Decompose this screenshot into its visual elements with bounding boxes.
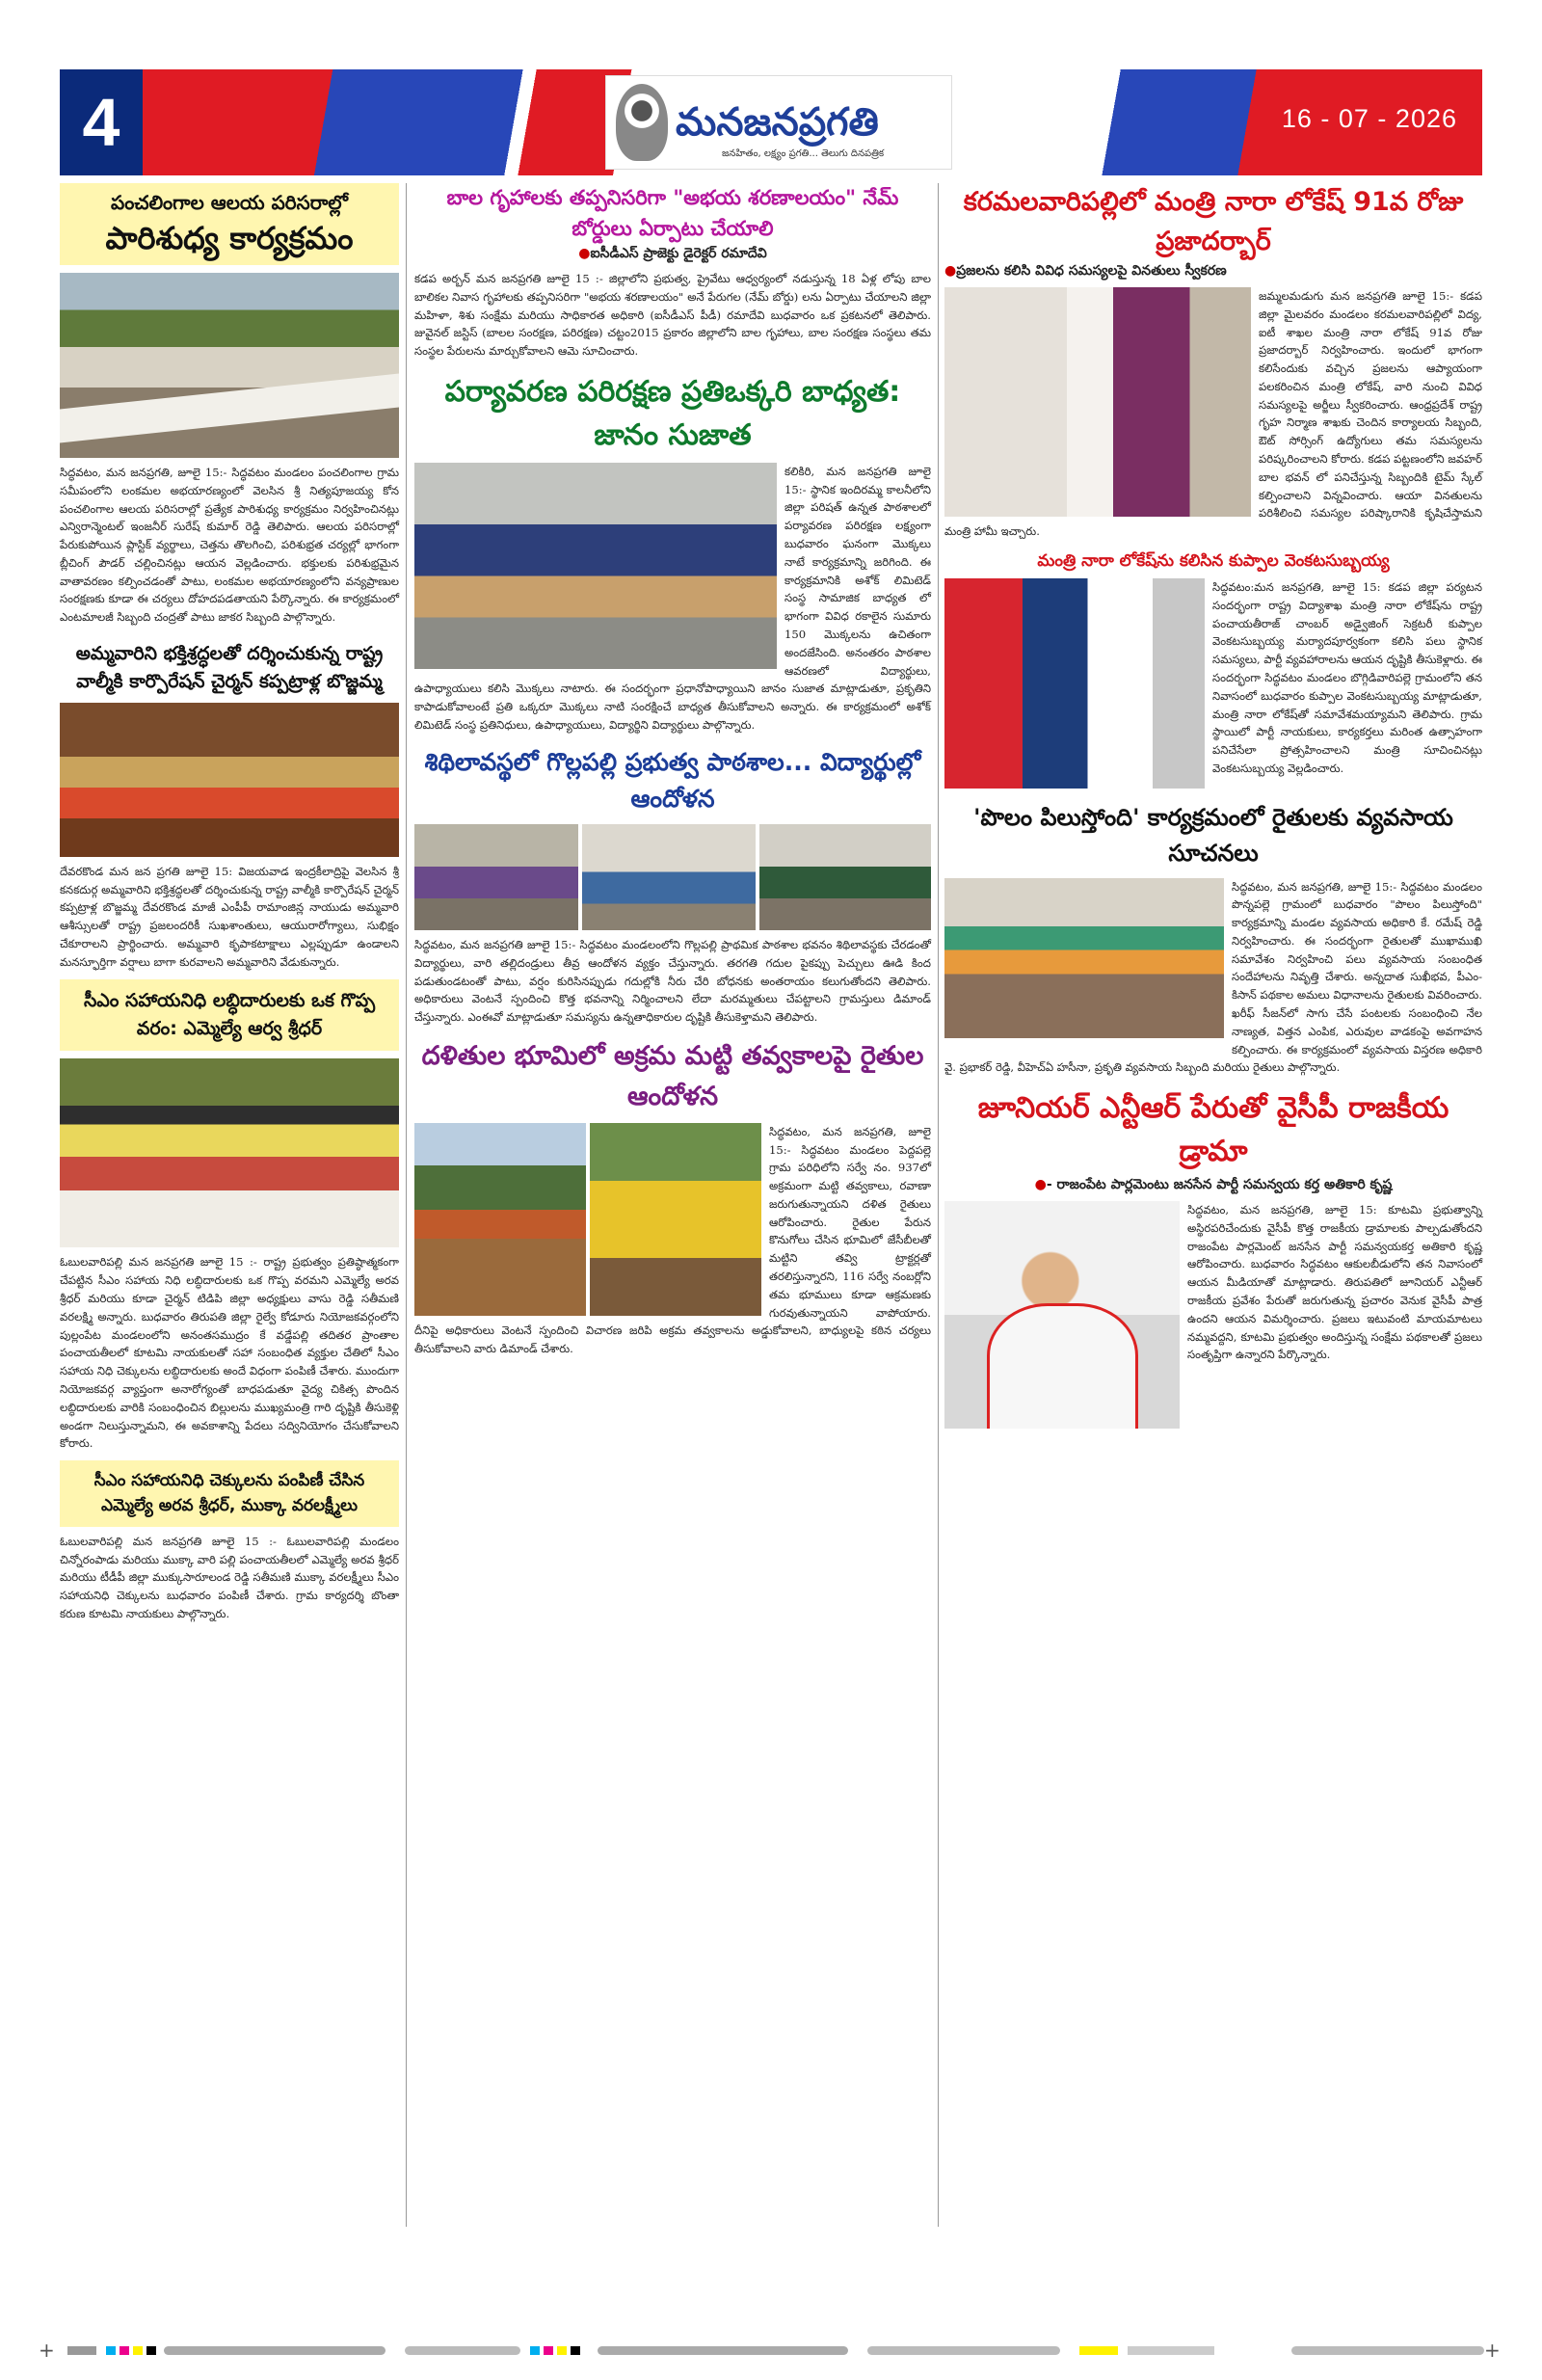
yellow-patch xyxy=(557,2346,567,2355)
article-soil-mining xyxy=(414,1036,931,1358)
article-headline[interactable]: పారిశుధ్య కార్యక్రమం xyxy=(105,220,354,256)
logo-tagline: జనహితం, లక్ష్యం ప్రగతి... తెలుగు దినపత్రిక xyxy=(722,148,885,159)
print-registration-strip xyxy=(39,2340,1503,2360)
cyan-patch xyxy=(530,2346,540,2355)
gray-bar xyxy=(1291,2346,1484,2355)
magenta-patch xyxy=(120,2346,129,2355)
masthead xyxy=(60,69,1482,175)
article-headline-box xyxy=(60,979,399,1052)
article-sanitation xyxy=(60,183,399,627)
left-column xyxy=(60,183,399,1631)
article-body: కడప అర్బన్ మన జనప్రగతి జూలై 15 :- జిల్లాలోని ప్రభుత్వ, ప్రైవేటు ఆధ్వర్యంలో నడుస్తున్న 18 ఏళ్ల లోపు బాల బాలికల నివాస గృహాలకు తప్పనిసరిగా "అభయ శరణాలయం" అనే పేరుగల (నేమ్ బోర్డు) లను ఏర్పాటు చేయాలని జిల్లా మహిళా, శిశు సంక్షేమ మరియు సాధికారత అధికారి (ఐసీడీఎస్ పీడీ) రమాదేవి బుధవారం ఒక ప్రకటనలో తెలిపారు. జువైనల్ జస్టిస్ (బాలల సంరక్షణ, పరిరక్షణ) చట్టం2015 ప్రకారం జిల్లాలోని బాల గృహాలు, బాల సంరక్షణ సంస్థలు తమ సంస్థల పేరులను మార్చుకోవాలని ఆమె సూచించారు. xyxy=(414,272,931,359)
article-headline[interactable]: అమ్మవారిని భక్తిశ్రద్ధలతో దర్శించుకున్న రాష్ట్ర వాల్మీకి కార్పొరేషన్ చైర్మన్ కప్పట్రాళ్ల బొజ్జమ్మ xyxy=(75,643,384,693)
article-headline[interactable]: బాల గృహాలకు తప్పనిసరిగా "అభయ శరణాలయం" నేమ్ బోర్డులు ఏర్పాటు చేయాలి xyxy=(446,186,899,240)
article-headline[interactable]: కరమలవారిపల్లిలో మంత్రి నారా లోకేష్ 91వ రోజు ప్రజాదర్బార్ xyxy=(963,187,1464,256)
photo-pair xyxy=(414,1123,761,1316)
article-photo xyxy=(414,1123,586,1316)
article-headline[interactable]: 'పొలం పిలుస్తోంది' కార్యక్రమంలో రైతులకు వ్యవసాయ సూచనలు xyxy=(973,804,1453,868)
cyan-patch xyxy=(106,2346,116,2355)
article-headline[interactable]: పర్యావరణ పరిరక్షణ ప్రతిఒక్కరి బాధ్యత: జానం సుజాత xyxy=(444,374,901,452)
article-headline-box xyxy=(60,1460,399,1527)
gray-patch xyxy=(67,2346,96,2355)
black-patch xyxy=(571,2346,580,2355)
article-photo xyxy=(60,273,399,458)
article-cmrf-cheques xyxy=(60,1460,399,1623)
article-body: ఓబులవారిపల్లి మన జనప్రగతి జూలై 15 :- ఓబులవారిపల్లి మండలం చిన్నోరంపాడు మరియు ముక్కా వారి పల్లి పంచాయతీలలో ఎమ్మెల్యే అరవ శ్రీధర్ మరియు టీడీపీ జిల్లా ముక్కుసారూలండ రెడ్డి సతీమణి ముక్కా వరలక్ష్మీలు సీఎం సహాయనిధి చెక్కులను బుధవారం పంపిణీ చేశారు. గ్రామ కార్యదర్శి బొంతా కరుణ కూటమి నాయకులు పాల్గొన్నారు. xyxy=(60,1534,399,1620)
article-body: కలికిరి, మన జనప్రగతి జూలై 15:- స్థానిక ఇందిరమ్మ కాలనీలోని జిల్లా పరిషత్ ఉన్నత పాఠశాలలో పర్యావరణ పరిరక్షణ లక్ష్యంగా బుధవారం ఘనంగా మొక్కలు నాటే కార్యక్రమాన్ని జరిగింది. ఈ కార్యక్రమానికి అశోక్ లిమిటెడ్ సంస్థ సామాజిక బాధ్యత లో భాగంగా వివిధ రకాలైన సుమారు 150 మొక్కలను ఉచితంగా అందజేసింది. అనంతరం పాఠశాల ఆవరణలో విద్యార్థులు, ఉపాధ్యాయులు కలిసి మొక్కలు నాటారు. ఈ సందర్భంగా ప్రధానోపాధ్యాయిని జానం సుజాత మాట్లాడుతూ, ప్రకృతిని కాపాడుకోవాలంటే ప్రతి ఒక్కరూ మొక్కలు నాటి సంరక్షించే బాధ్యత తీసుకోవాలని అన్నారు. ఈ కార్యక్రమంలో అశోక్ లిమిటెడ్ సంస్థ ప్రతినిధులు, ఉపాధ్యాయులు, విద్యార్థిని విద్యార్థులు పాల్గొన్నారు. xyxy=(414,464,931,732)
newspaper-logo[interactable] xyxy=(605,75,952,170)
page-number: 4 xyxy=(60,69,143,175)
article-meets-minister xyxy=(944,548,1482,792)
article-headline[interactable]: దళితుల భూమిలో అక్రమ మట్టి తవ్వకాలపై రైతుల ఆందోళన xyxy=(421,1041,924,1111)
issue-date: 16 - 07 - 2026 xyxy=(1281,104,1457,133)
black-patch xyxy=(146,2346,156,2355)
article-body: సిద్ధవటం, మన జనప్రగతి, జూలై 15: కూటమి ప్రభుత్వాన్ని అస్థిరపరిచేందుకు వైసీపీ కొత్త రాజకీయ డ్రామాలకు పాల్పడుతోందని రాజంపేట పార్లమెంట్ జనసేన పార్టీ సమన్వయకర్త అతికారి కృష్ణ ఆరోపించారు. బుధవారం సిద్ధవటం ఆకులబీడులోని తన నివాసంలో ఆయన మీడియాతో మాట్లాడారు. తిరుపతిలో జూనియర్ ఎన్టీఆర్ రాజకీయ ప్రవేశం పేరుతో జరుగుతున్న ప్రచారం వెనుక వైసీపీ పాత్ర ఉందని ఆయన విమర్శించారు. ప్రజలు ఇటువంటి మాయమాటలు నమ్మవద్దని, కూటమి ప్రభుత్వం అందిస్తున్న సంక్షేమ పథకాలతో ప్రజలు సంతృప్తిగా ఉన్నారని పేర్కొన్నారు. xyxy=(1187,1203,1482,1362)
article-photo xyxy=(759,824,931,930)
article-byline: ● - రాజంపేట పార్లమెంటు జనసేన పార్టీ సమన్వయ కర్త అతికారి కృష్ణ xyxy=(944,1177,1482,1195)
magenta-patch xyxy=(544,2346,553,2355)
article-photo xyxy=(944,1201,1180,1429)
column-divider xyxy=(938,183,939,2227)
column-divider xyxy=(406,183,407,2227)
article-headline[interactable]: సీఎం సహాయనిధి చెక్కులను పంపిణీ చేసిన ఎమ్మెల్యే అరవ శ్రీధర్, ముక్కా వరలక్ష్మీలు xyxy=(93,1471,365,1516)
article-headline[interactable]: మంత్రి నారా లోకేష్‌ను కలిసిన కుప్పాల వెంకటసుబ్బయ్య xyxy=(1037,550,1390,571)
article-body: సిద్ధవటం, మన జనప్రగతి జూలై 15:- సిద్ధవటం మండలంలోని గొల్లపల్లి ప్రాథమిక పాఠశాల భవనం శిథిలావస్థకు చేరడంతో విద్యార్థులు, వారి తల్లిదండ్రులు తీవ్ర ఆందోళన వ్యక్తం చేస్తున్నారు. తరగతి గదుల పైకప్పు పెచ్చులు ఊడి కింద పడుతుండటంతో పాటు, వర్షం కురిసినప్పుడు గదుల్లోకి నీరు చేరి బోధనకు అంతరాయం కలుగుతోందని తెలిపారు. అధికారులు వెంటనే స్పందించి కొత్త భవనాన్ని నిర్మించాలని లేదా మరమ్మతులు చేపట్టాలని గ్రామస్తులు డిమాండ్ చేస్తున్నారు. ఎంఈవో మాట్లాడుతూ సమస్యను ఉన్నతాధికారుల దృష్టికి తీసుకెళ్తామని తెలిపారు. xyxy=(414,938,931,1025)
article-temple-visit xyxy=(60,634,399,972)
article-ycp-drama xyxy=(944,1086,1482,1432)
gray-bar xyxy=(164,2346,386,2355)
article-headline[interactable]: జూనియర్ ఎన్టీఆర్ పేరుతో వైసీపీ రాజకీయ డ్రామా xyxy=(977,1091,1449,1169)
article-body: జమ్మలమడుగు మన జనప్రగతి జూలై 15:- కడప జిల్లా మైలవరం మండలం కరమలవారిపల్లిలో విద్య, ఐటీ శాఖల మంత్రి నారా లోకేష్ 91వ రోజు ప్రజాదర్బార్ నిర్వహించారు. ఇందులో భాగంగా కలిసేందుకు వచ్చిన ప్రజలను ఆప్యాయంగా పలకరించిన మంత్రి లోకేష్, వారి నుంచి వివిధ సమస్యలపై అర్జీలు స్వీకరించారు. ఆంధ్రప్రదేశ్ రాష్ట్ర గృహ నిర్మాణ శాఖకు చెందిన కార్యాలయ సిబ్బంది, ఔట్ సోర్సింగ్ ఉద్యోగులు తమ సమస్యలను పరిష్కరించాలని కోరారు. కడప పట్టణంలోని జవహర్ బాల భవన్ లో పనిచేస్తున్న సిబ్బందికి టైమ్ స్కేల్ కల్పించాలని విన్నవించారు. ఆయా వినతులను పరిశీలించి సమస్యల పరిష్కారానికి కృషిచేస్తామని మంత్రి హామీ ఇచ్చారు. xyxy=(944,289,1482,539)
gray-patch xyxy=(1128,2346,1214,2355)
article-photo xyxy=(414,463,777,669)
article-body: దేవరకొండ మన జన ప్రగతి జూలై 15: విజయవాడ ఇంద్రకీలాద్రిపై వెలసిన శ్రీ కనకదుర్గ అమ్మవారిని భక్తిశ్రద్ధలతో దర్శించుకున్న రాష్ట్ర వాల్మీకి కార్పొరేషన్ చైర్మన్ కప్పట్రాళ్ల బొజ్జమ్మ దేవరకొండ మాజీ ఎంపీపీ రామాంజిన్ల నాయుడు అమ్మవారి ఆశీస్సులతో రాష్ట్ర ప్రజలందరికీ సుఖశాంతులు, ఆయురారోగ్యాలు, సుభిక్షం చేకూరాలని ప్రార్థించారు. అమ్మవారి కృపాకటాక్షాలు ఎల్లప్పుడూ ఉండాలని మనస్ఫూర్తిగా వర్షాలు బాగా కురవాలని అమ్మవారిని వేడుకున్నారు. xyxy=(60,864,399,969)
article-school-ruin xyxy=(414,744,931,1027)
registration-mark-icon: + xyxy=(1484,2339,1501,2362)
yellow-patch xyxy=(1079,2346,1118,2355)
logo-title: మనజనప్రగతి xyxy=(676,99,879,145)
right-column xyxy=(944,183,1482,1440)
gray-bar xyxy=(598,2346,848,2355)
article-headline-box xyxy=(60,183,399,265)
article-cmrf-boon xyxy=(60,979,399,1453)
article-photo xyxy=(582,824,756,930)
article-headline[interactable]: సీఎం సహాయనిధి లబ్ధిదారులకు ఒక గొప్ప వరం: ఎమ్మెల్యే ఆర్వ శ్రీధర్ xyxy=(83,989,376,1040)
article-polam-pilustondi xyxy=(944,800,1482,1077)
article-environment xyxy=(414,370,931,735)
article-byline: ● ప్రజలను కలిసి వివిధ సమస్యలపై వినతులు స్వీకరణ xyxy=(944,263,1482,281)
article-praja-darbar xyxy=(944,183,1482,541)
article-body: సిద్ధవటం, మన జనప్రగతి, జూలై 15:- సిద్ధవటం మండలం పెద్దపల్లె గ్రామ పరిధిలోని సర్వే నం. 937లో అక్రమంగా మట్టి తవ్వకాలు, రవాణా జరుగుతున్నాయని దళిత రైతులు ఆరోపించారు. రైతుల పేరున కొనుగోలు చేసిన భూమిలో జేసీబీలతో మట్టిని తవ్వి ట్రాక్టర్లతో తరలిస్తున్నారని, 116 సర్వే నంబర్లోని తమ భూములు కూడా ఆక్రమణకు గురవుతున్నాయని వాపోయారు. దీనిపై అధికారులు వెంటనే స్పందించి విచారణ జరిపి అక్రమ తవ్వకాలను అడ్డుకోవాలని, బాధ్యులపై కఠిన చర్యలు తీసుకోవాలని వారు డిమాండ్ చేశారు. xyxy=(414,1124,931,1356)
logo-emblem-icon xyxy=(616,84,668,161)
gray-bar xyxy=(405,2346,520,2355)
photo-strip xyxy=(414,824,931,930)
article-photo xyxy=(944,578,1205,789)
article-headline[interactable]: శిథిలావస్థలో గొల్లపల్లి ప్రభుత్వ పాఠశాల... విద్యార్థుల్లో ఆందోళన xyxy=(424,747,921,814)
article-photo xyxy=(414,824,578,930)
registration-mark-icon: + xyxy=(39,2339,55,2362)
article-body: సిద్ధవటం:మన జనప్రగతి, జూలై 15: కడప జిల్లా పర్యటన సందర్భంగా రాష్ట్ర విద్యాశాఖ మంత్రి నారా లోకేష్‌ను రాష్ట్ర పంచాయతీరాజ్ చాంబర్ అడ్వైజింగ్ సెక్రటరీ కుప్పాల వెంకటసుబ్బయ్య మర్యాదపూర్వకంగా కలిసి పలు స్థానిక సమస్యలు, పార్టీ వ్యవహారాలను ఆయన దృష్టికి తీసుకెళ్లారు. ఈ సందర్భంగా సిద్ధవటం మండలం బొగ్గిడివారిపల్లె గ్రామంలోని తన నివాసంలో బుధవారం కుప్పాల వెంకటసుబ్బయ్య మాట్లాడుతూ, మంత్రి నారా లోకేష్‌తో సమావేశమయ్యామని తెలిపారు. గ్రామ స్థాయిలో పార్టీ నాయకులు, కార్యకర్తలు మరింత ఉత్సాహంగా పనిచేసేలా ప్రోత్సహించాలని మంత్రి సూచించినట్లు వెంకటసుబ్బయ్య వెల్లడించారు. xyxy=(1212,580,1482,775)
article-body: ఓబులవారిపల్లి మన జనప్రగతి జూలై 15 :- రాష్ట్ర ప్రభుత్వం ప్రతిష్ఠాత్మకంగా చేపట్టిన సీఎం సహాయ నిధి లబ్ధిదారులకు ఒక గొప్ప వరమని ఎమ్మెల్యే అరవ శ్రీధర్ మరియు కూడా చైర్మన్ టిడిపి జిల్లా అధ్యక్షులు వాసు రెడ్డి సతీమణి వరలక్ష్మి అన్నారు. బుధవారం తిరుపతి జిల్లా రైల్వే కోడూరు నియోజకవర్గంలోని పుల్లంపేట మండలంలోని అనంతసముద్రం కే వడ్డేపల్లి తదితర ప్రాంతాల పంచాయతీలలో కూటమి నాయకులతో సహా సంబంధిత వ్యక్తుల చేతిలో సీఎం సహాయ నిధి చెక్కులను లబ్ధిదారులకు అందే విధంగా పంపిణీ చేశారు. ముందుగా నియోజకవర్గ వ్యాప్తంగా అనారోగ్యంతో బాధపడుతూ వైద్య చికిత్స పొందిన లబ్ధిదారులకు వారికి సంబంధించిన బిల్లులను ముఖ్యమంత్రి గారి దృష్టికి తీసుకెళ్లి అండగా నిలుస్తున్నామని, ఈ అవకాశాన్ని పేదలు సద్వినియోగం చేసుకోవాలని కోరారు. xyxy=(60,1255,399,1451)
article-name-boards xyxy=(414,183,931,361)
article-byline: ● ఐసీడీఎస్ ప్రాజెక్టు డైరెక్టర్ రమాదేవి xyxy=(414,246,931,264)
article-photo xyxy=(590,1123,761,1316)
article-photo xyxy=(944,287,1251,517)
article-photo xyxy=(944,878,1224,1038)
gray-bar xyxy=(867,2346,1060,2355)
article-kicker: పంచలింగాల ఆలయ పరిసరాల్లో xyxy=(110,191,349,214)
article-photo xyxy=(60,703,399,857)
middle-column xyxy=(414,183,931,1366)
yellow-patch xyxy=(133,2346,143,2355)
article-photo xyxy=(60,1058,399,1247)
article-body: సిద్ధవటం, మన జనప్రగతి, జూలై 15:- సిద్ధవటం మండలం పొన్నపల్లె గ్రామంలో బుధవారం "పొలం పిలుస్తోంది" కార్యక్రమాన్ని మండల వ్యవసాయ అధికారి కే. రమేష్ రెడ్డి నిర్వహించారు. ఈ సందర్భంగా రైతులతో ముఖాముఖి సమావేశం నిర్వహించి పలు వ్యవసాయ సంబంధిత సందేహాలను నివృత్తి చేశారు. అన్నదాత సుఖీభవ, పీఎం-కిసాన్ పథకాల అమలు విధానాలను రైతులకు వివరించారు. ఖరీఫ్ సీజన్‌లో సాగు చేసే పంటలకు సంబంధించి నేల నాణ్యత, విత్తన ఎంపిక, ఎరువుల వాడకంపై అవగాహన కల్పించారు. ఈ కార్యక్రమంలో వ్యవసాయ విస్తరణ అధికారి వై. ప్రభాకర్ రెడ్డి, వీహెచ్ఏ హసీనా, ప్రకృతి వ్యవసాయ సిబ్బంది మరియు రైతులు పాల్గొన్నారు. xyxy=(944,879,1482,1075)
article-body: సిద్ధవటం, మన జనప్రగతి, జూలై 15:- సిద్ధవటం మండలం పంచలింగాల గ్రామ సమీపంలోని లంకమల అభయారణ్యంలో వెలసిన శ్రీ నిత్యపూజయ్య కోన పంచలింగాల ఆలయ పరిసరాల్లో ప్రత్యేక పారిశుధ్య కార్యక్రమం నిర్వహించినట్లు ఎన్విరాన్మెంటల్ ఇంజనీర్ సురేష్ కుమార్ రెడ్డి తెలిపారు. ఆలయ పరిసరాల్లో పేరుకుపోయిన ప్లాస్టిక్ వ్యర్థాలు, చెత్తను తొలగించి, పరిశుభ్రత చర్యల్లో భాగంగా బ్లీచింగ్ పౌడర్ చల్లించినట్లు ఆయన వెల్లడించారు. భక్తులకు పరిశుభ్రమైన వాతావరణం కల్పించడంతో పాటు, లంకమల అభయారణ్యంలోని వన్యప్రాణుల సంరక్షణకు కూడా ఈ చర్యలు దోహదపడతాయని పేర్కొన్నారు. ఈ కార్యక్రమంలో ఎంటమాలజీ సిబ్బంది చంద్రతో పాటు జాకర సిబ్బంది పాల్గొన్నారు. xyxy=(60,466,399,625)
